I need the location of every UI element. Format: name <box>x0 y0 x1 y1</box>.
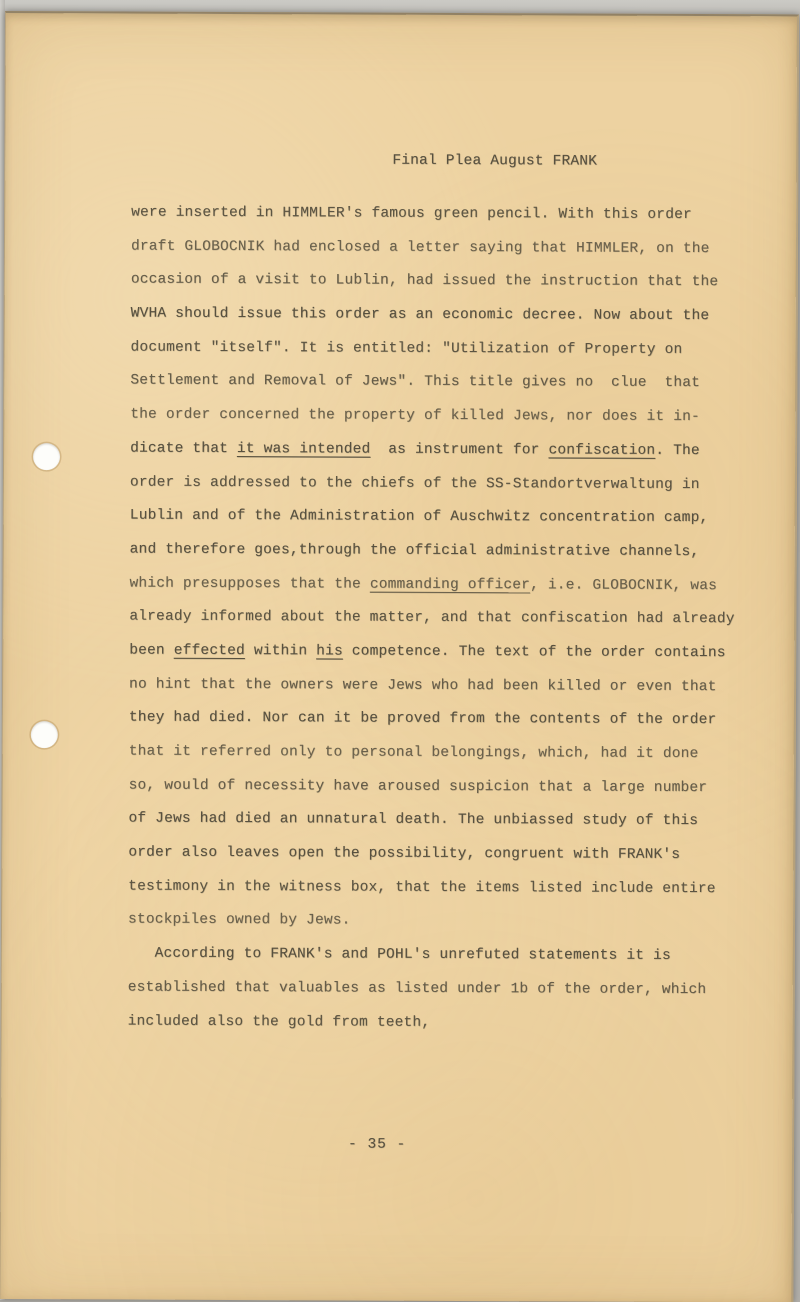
text-line <box>131 264 731 300</box>
text-segment: of Jews had died an unnatural death. The unbiassed study of this <box>128 811 698 829</box>
text-segment: already informed about the matter, and that confiscation had already <box>129 609 734 628</box>
text-line <box>130 365 730 401</box>
text-line <box>129 769 729 805</box>
punch-hole-top <box>33 443 60 470</box>
document-header: Final Plea August FRANK <box>392 153 597 170</box>
text-line <box>130 533 730 569</box>
text-line <box>130 500 730 536</box>
text-segment: were inserted in HIMMLER's famous green pencil. With this order <box>131 205 692 223</box>
text-line <box>128 904 728 940</box>
text-segment: draft GLOBOCNIK had enclosed a letter saying that HIMMLER, on the <box>131 238 710 257</box>
text-line <box>131 230 731 266</box>
text-segment: they had died. Nor can it be proved from the contents of the order <box>129 710 717 729</box>
text-line <box>128 837 728 873</box>
text-line <box>129 668 729 704</box>
text-segment: that it referred only to personal belongings, which, had it done <box>129 744 699 762</box>
text-segment: Settlement and Removal of Jews". This title gives no clue that <box>130 373 700 391</box>
text-segment: According to FRANK's and POHL's unrefuted statements it is <box>128 946 671 964</box>
punch-hole-bottom <box>31 721 58 748</box>
typewritten-lines <box>128 197 732 1042</box>
text-line <box>128 971 728 1007</box>
text-segment: order also leaves open the possibility, congruent with FRANK's <box>128 845 680 863</box>
underlined-text: his <box>316 643 343 659</box>
text-segment: competence. The text of the order contains <box>343 643 726 661</box>
text-segment: order is addressed to the chiefs of the SS-Standortverwaltung in <box>130 474 700 492</box>
text-line <box>131 298 731 334</box>
text-line <box>129 736 729 772</box>
text-segment: occasion of a visit to Lublin, had issued the instruction that the <box>131 272 719 291</box>
text-segment: dicate that <box>130 440 237 456</box>
text-segment: within <box>245 643 316 659</box>
text-segment: stockpiles owned by Jews. <box>128 912 351 929</box>
text-segment: as instrument for <box>370 441 548 458</box>
text-line <box>128 803 728 839</box>
text-line <box>130 466 730 502</box>
text-line <box>128 870 728 906</box>
text-segment: document "itself". It is entitled: "Utilization of Property on <box>130 339 682 357</box>
underlined-text: commanding officer <box>370 576 530 593</box>
text-line <box>130 331 730 367</box>
text-segment: no hint that the owners were Jews who had been killed or even that <box>129 676 717 695</box>
text-line <box>130 399 730 435</box>
underlined-text: effected <box>174 643 245 659</box>
text-segment: Lublin and of the Administration of Auschwitz concentration camp, <box>130 508 709 527</box>
text-line <box>129 567 729 603</box>
underlined-text: confiscation <box>548 442 655 458</box>
text-line <box>129 601 729 637</box>
text-line <box>128 938 728 974</box>
text-segment: so, would of necessity have aroused suspicion that a large number <box>129 777 708 796</box>
paper-sheet <box>0 11 799 1302</box>
text-line <box>130 432 730 468</box>
text-segment: and therefore goes,through the official administrative channels, <box>130 541 700 559</box>
text-segment: included also the gold from teeth, <box>128 1013 431 1030</box>
text-segment: , i.e. GLOBOCNIK, was <box>530 577 717 594</box>
text-line <box>129 634 729 670</box>
text-line <box>131 197 731 233</box>
text-segment: testimony in the witness box, that the items listed include entire <box>128 878 716 897</box>
text-segment: which presupposes that the <box>129 575 369 592</box>
text-segment: established that valuables as listed under 1b of the order, which <box>128 979 707 998</box>
underlined-text: it was intended <box>237 441 371 458</box>
text-line <box>128 1005 728 1041</box>
text-segment: been <box>129 642 174 658</box>
page-number: - 35 - <box>348 1137 406 1153</box>
text-segment: WVHA should issue this order as an economic decree. Now about the <box>131 306 710 325</box>
text-segment: the order concerned the property of killed Jews, nor does it in- <box>130 407 700 425</box>
text-segment: . The <box>655 443 700 459</box>
text-line <box>129 702 729 738</box>
